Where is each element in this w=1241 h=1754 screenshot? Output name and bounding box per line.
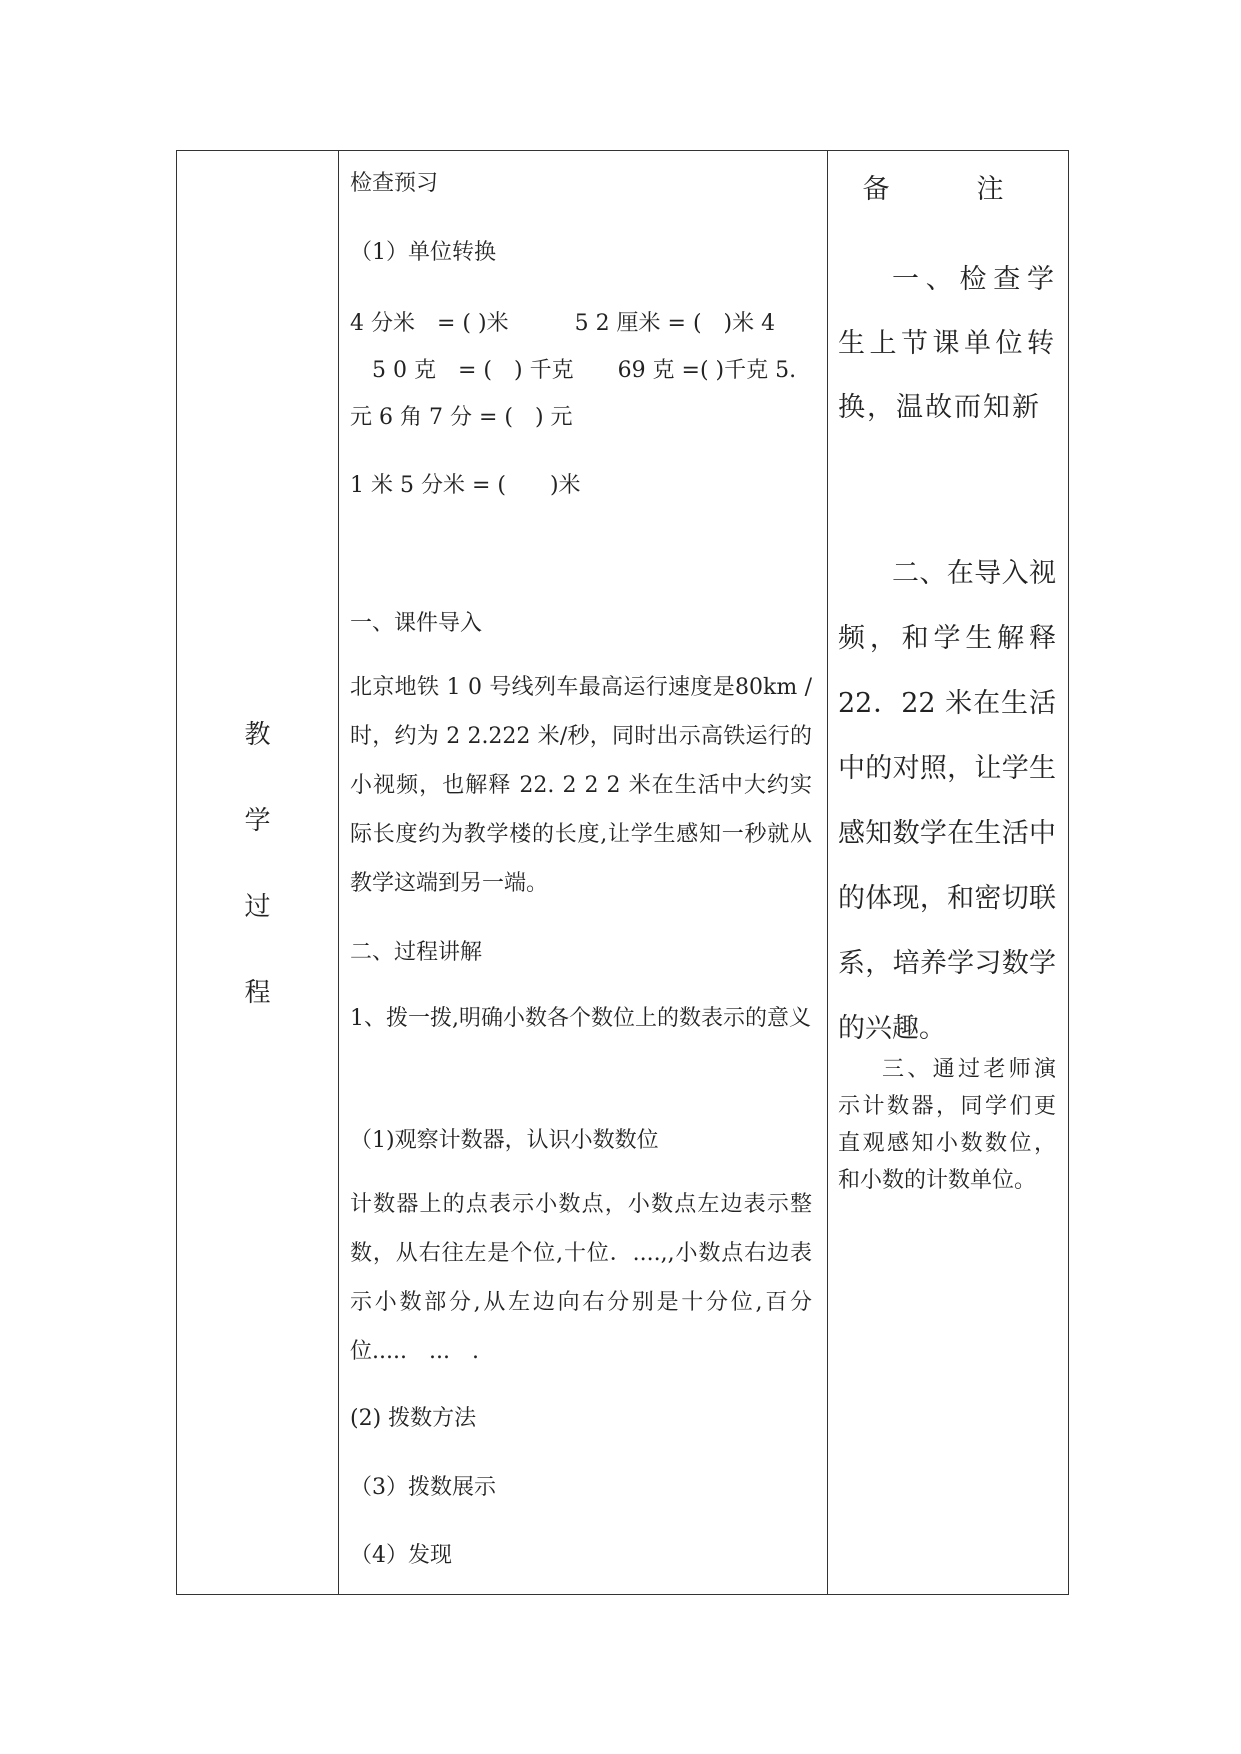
section-label-char: 过 — [244, 892, 271, 922]
notes-header: 备 注 — [862, 174, 1034, 205]
observe-text: 计数器上的点表示小数点，小数点左边表示整数，从右往左是个位,十位．....,,小数点右边表示小数部分,从左边向右分别是十分位,百分位..... ... . — [350, 1192, 812, 1364]
unit-conversion-title: （1）单位转换 — [350, 240, 496, 265]
discover-title: （4）发现 — [350, 1543, 452, 1568]
show-title: （3）拨数展示 — [350, 1475, 496, 1500]
unit-line: 4 分米 = ( )米 5 2 厘米 = ( )米 4 — [350, 311, 776, 336]
note-intro: 二、在导入视频，和学生解释 22．22 米在生活中的对照，让学生感知数学在生活中的体现，和密切联系，培养学习数学的兴趣。 — [838, 558, 1056, 1044]
preview-title: 检查预习 — [350, 171, 439, 196]
note-counter: 三、通过老师演示计数器，同学们更直观感知小数数位，和小数的计数单位。 — [838, 1057, 1056, 1193]
section-label-char: 学 — [244, 806, 271, 836]
observe-title: （1)观察计数器，认识小数数位 — [350, 1128, 659, 1153]
section-label-char: 教 — [244, 720, 271, 750]
section-label-char: 程 — [244, 978, 271, 1008]
process-title: 二、过程讲解 — [350, 940, 483, 965]
unit-line: 1 米 5 分米 = ( )米 — [350, 473, 581, 498]
process-item: 1、拨一拨,明确小数各个数位上的数表示的意义 — [350, 1006, 811, 1031]
method-title: (2) 拨数方法 — [350, 1406, 477, 1431]
unit-line: 5 0 克 = ( ) 千克 69 克 =( )千克 5. — [350, 358, 797, 383]
intro-text: 北京地铁 1 0 号线列车最高运行速度是80km / 时，约为 2 2.222 米/秒，同时出示高铁运行的小视频，也解释 22. 2 2 2 米在生活中大约实际长度约为教学楼的长度,让学生感知一秒就从教学这端到另一端。 — [350, 675, 812, 896]
unit-line: 元 6 角 7 分 = ( ) 元 — [350, 405, 573, 430]
note-review: 一、检查学生上节课单位转换，温故而知新 — [838, 264, 1056, 423]
intro-title: 一、课件导入 — [350, 611, 483, 636]
